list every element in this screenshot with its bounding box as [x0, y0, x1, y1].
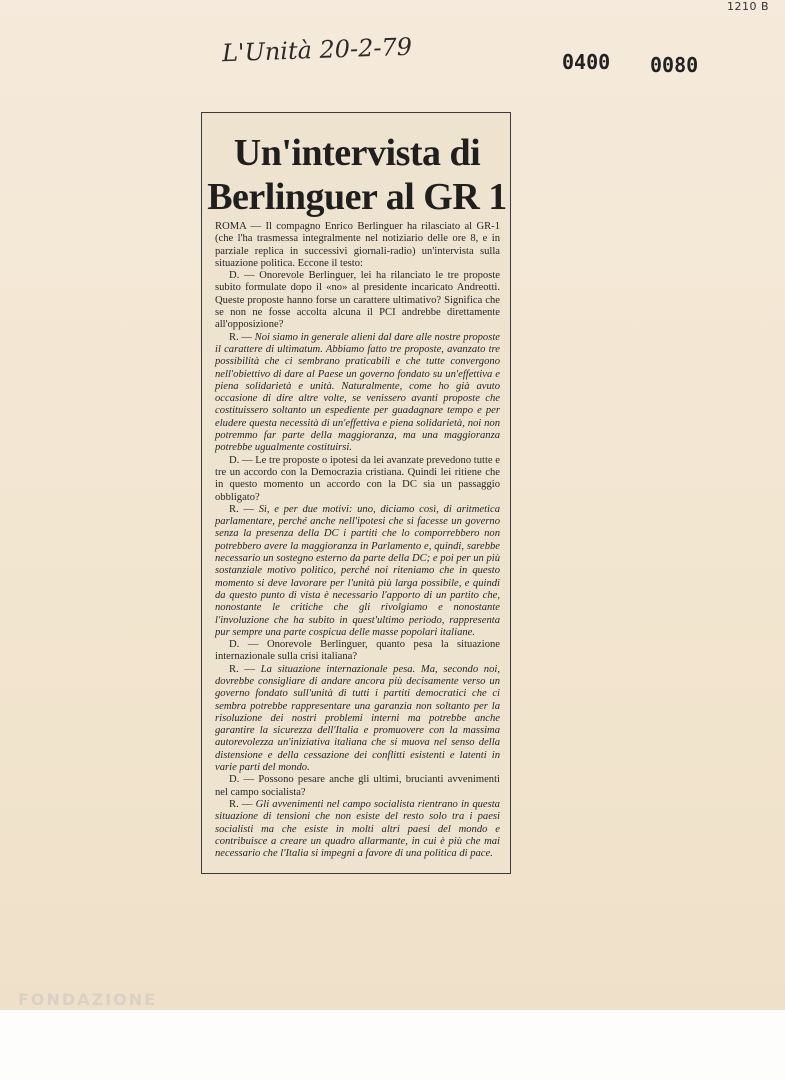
- question-lead: D. —: [229, 270, 255, 282]
- answer-text: La situazione internazionale pesa. Ma, secondo noi, dovrebbe consigliare di andare ancora più decisamente verso un governo fondato sull'unità di tutti i partiti democratici che ci sembra potrebbe rappresentare una garanzia non soltanto per la risoluzione dei nostri problemi interni ma potrebbe anche garantire la sicurezza dell'Italia e promuovere con la massima autorevolezza un'iniziativa italiana che si muova nel senso della distensione e della cessazione dei conflitti esistenti e latenti in varie parti del mondo.: [215, 663, 500, 774]
- handwritten-source-date: L'Unità 20-2-79: [221, 32, 413, 68]
- question-paragraph: [215, 639, 500, 664]
- question-text: Onorevole Berlinguer, lei ha rilanciato le tre proposte subito formulate dopo il «no» al presidente incaricato Andreotti. Queste proposte hanno forse un carattere ultimativo? Significa che se non ne fosse accolta alcuna il PCI andrebbe direttamente all'opposizione?: [215, 270, 501, 331]
- question-lead: D. —: [229, 774, 255, 786]
- question-text: Possono pesare anche gli ultimi, brucianti avvenimenti nel campo socialista?: [215, 774, 500, 798]
- article-body: [215, 221, 500, 860]
- answer-paragraph: [215, 799, 500, 860]
- corner-note: 1210 B: [726, 0, 769, 13]
- question-lead: D. —: [229, 454, 253, 466]
- question-paragraph: [215, 270, 500, 331]
- newspaper-clipping: [201, 112, 511, 874]
- headline-line-1: Un'intervista di: [233, 132, 481, 174]
- headline: [202, 131, 512, 219]
- answer-text: Sì, e per due motivi: uno, diciamo così, di aritmetica parlamentare, perché anche nell'ipotesi che si facesse un governo senza la presenza della DC i partiti che lo comporrebbero non potrebbero avere la maggioranza in Parlamento e, quindi, sarebbe necessario un sostegno esterno da parte della DC; e poi per un più sostanziale motivo politico, perché noi riteniamo che in questo momento si deve lavorare per l'unità più larga possibile, e quindi da questo punto di vista è necessario l'apporto di un partito che, nonostante le critiche che gli rivolgiamo e nonostante l'involuzione che ha subito in quest'ultimo periodo, rappresenta pur sempre una parte cospicua delle masse popolari italiane.: [215, 503, 500, 638]
- scan-bottom-margin: [0, 1010, 785, 1080]
- answer-lead: R. —: [229, 663, 256, 675]
- archive-code-2: 0080: [650, 53, 699, 77]
- answer-text: Gli avvenimenti nel campo socialista rientrano in questa situazione di tensioni che non esiste del resto solo tra i paesi socialisti ma che esiste in molti altri paesi del mondo e contribuisce a creare un quadro allarmante, in cui è più che mai necessario che l'Italia si impegni a favore di una politica di pace.: [215, 798, 500, 860]
- answer-paragraph: [215, 504, 500, 639]
- intro-text: ROMA — Il compagno Enrico Berlinguer ha rilasciato al GR-1 (che l'ha trasmessa integralmente nel notiziario delle ore 8, e in parziale replica in successivi giornali-radio) un'intervista sulla situazione politica. Eccone il testo:: [215, 221, 500, 269]
- answer-paragraph: [215, 664, 500, 775]
- headline-line-2: Berlinguer al GR 1: [207, 176, 507, 218]
- answer-paragraph: [215, 332, 500, 455]
- question-text: Le tre proposte o ipotesi da lei avanzate prevedono tutte e tre un accordo con la Democrazia cristiana. Quindi lei ritiene che in questo momento un accordo con la DC sia un passaggio obbligato?: [215, 454, 500, 503]
- watermark: FONDAZIONE: [18, 990, 158, 1009]
- question-lead: D. —: [229, 639, 259, 651]
- answer-text: Noi siamo in generale alieni dal dare alle nostre proposte il carattere di ultimatum. Abbiamo fatto tre proposte, avanzato tre possibilità che ci sembrano praticabili e che tutte convergono nell'obiettivo di dare al Paese un governo fondato su un'effettiva e piena solidarietà e unità. Naturalmente, come ho già avuto occasione di dire altre volte, se venissero avanti proposte che costituissero soltanto un espediente per guadagnare tempo e per eludere questa necessità di un'effettiva e piena solidarietà, noi non potremmo far parte della maggioranza, ma una maggioranza potrebbe ugualmente costituirsi.: [215, 331, 500, 454]
- question-paragraph: [215, 455, 500, 504]
- question-paragraph: [215, 774, 500, 799]
- answer-lead: R. —: [229, 331, 252, 343]
- article-intro: [215, 221, 500, 270]
- answer-lead: R. —: [229, 798, 253, 810]
- archive-code-1: 0400: [562, 50, 611, 74]
- answer-lead: R. —: [229, 503, 254, 515]
- question-text: Onorevole Berlinguer, quanto pesa la situazione internazionale sulla crisi italiana?: [215, 639, 501, 663]
